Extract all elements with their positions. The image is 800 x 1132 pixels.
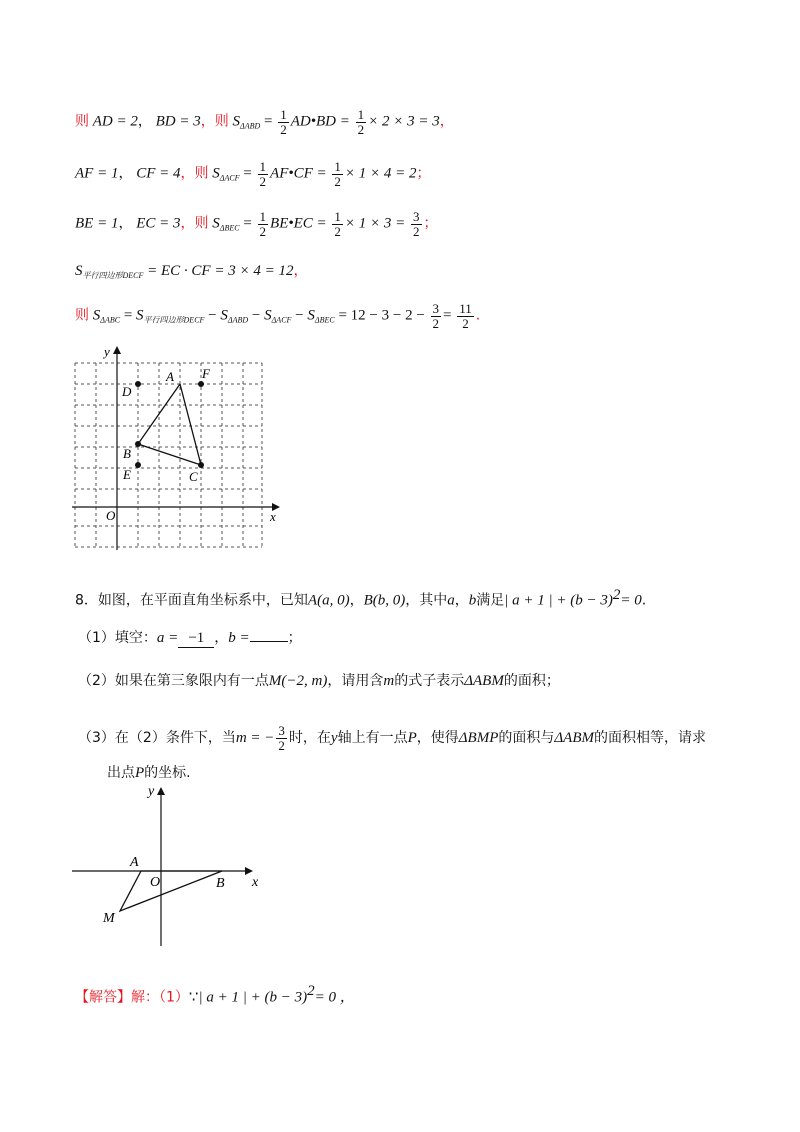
label-a: A <box>166 369 174 384</box>
label-a: A <box>130 855 139 870</box>
solution-line-4: $S_{平行四边形DECF}$ = EC · CF = 3 × 4 = 12， <box>75 263 308 280</box>
question-1: （1）填空：a = −1 ，b = ； <box>78 630 302 646</box>
x-axis-label: x <box>270 509 276 524</box>
fraction: $\frac{1}{2}$ <box>280 107 287 137</box>
answer-blank-a: −1 <box>178 630 214 648</box>
label-b: B <box>123 446 131 461</box>
grid-lines <box>75 363 262 547</box>
question-3: （3）在（2）条件下，当m = − $\frac{3}{2}$ 时，在y轴上有一点P，使得ΔBMP的面积与ΔABM的面积相等，请求 <box>78 723 706 753</box>
origin-label: O <box>106 508 116 523</box>
y-axis-label: y <box>148 784 155 799</box>
point-c <box>198 462 204 468</box>
x-axis-label: x <box>252 875 259 890</box>
question-2: （2）如果在第三象限内有一点M(−2, m)，请用含m的式子表示ΔABM的面积； <box>78 673 560 689</box>
label-c: C <box>189 469 198 484</box>
y-axis-label: y <box>104 344 110 359</box>
x-axis-arrow <box>245 867 253 875</box>
point-b <box>135 441 141 447</box>
label-e: E <box>123 467 131 482</box>
y-axis-arrow <box>157 787 165 795</box>
fraction: $\frac{3}{2}$ <box>413 209 420 239</box>
point-d <box>135 381 141 387</box>
solution-line-1: 则 AD = 2， BD = 3，则 $S_{\Delta ABD}$ = $\frac{1}{2}$ AD•BD = $\frac{1}{2}$ × 2 × 3 = 3， <box>75 107 454 137</box>
fraction: $\frac{1}{2}$ <box>259 209 267 239</box>
fraction: $\frac{1}{2}$ <box>334 159 341 189</box>
answer-tag: 【解答】解： <box>75 989 159 1006</box>
label-b: B <box>216 876 225 891</box>
label-m: M <box>103 911 115 926</box>
grid-triangle-figure <box>66 342 284 552</box>
triangle-abm <box>120 871 222 911</box>
fraction: $\frac{3}{2}$ <box>278 723 285 753</box>
question-3-line-2: 出点P的坐标. <box>107 765 191 781</box>
origin-label: O <box>150 875 161 890</box>
answer-line: 【解答】解：（1）∵| a + 1 | + $(b - 3)^2= 0$ ， <box>75 983 355 1006</box>
fraction: $\frac{3}{2}$ <box>432 301 440 331</box>
label-f: F <box>202 366 210 381</box>
triangle-abm-figure <box>66 778 276 948</box>
problem-8-stem: 8．如图，在平面直角坐标系中，已知A(a, 0)，B(b, 0)，其中a，b满足| a + 1 | + $(b - 3)^2= 0$. <box>75 587 647 609</box>
fraction: $\frac{11}{2}$ <box>459 301 472 331</box>
point-f <box>198 381 204 387</box>
solution-line-2: AF = 1， CF = 4，则 $S_{\Delta ACF}$ = $\frac{1}{2}$ AF•CF = $\frac{1}{2}$ × 1 × 4 = 2； <box>75 159 431 189</box>
fraction: $\frac{1}{2}$ <box>334 209 341 239</box>
label-d: D <box>122 384 132 399</box>
fraction: $\frac{1}{2}$ <box>357 107 365 137</box>
fraction: $\frac{1}{2}$ <box>259 159 267 189</box>
point-e <box>135 462 141 468</box>
y-axis-arrow <box>113 346 121 354</box>
triangle-abc <box>138 384 201 465</box>
solution-line-5: 则 $S_{\Delta ABC} = S_{平行四边形DECF} - S_{\Delta ABD} - S_{\Delta ACF} - S_{\Delta BEC} = 12 - 3 - 2$ − $\frac{3}{2}$ = $\frac{11}{2}$ . <box>75 301 481 331</box>
answer-blank-b <box>250 641 288 642</box>
solution-line-3: BE = 1， EC = 3，则 $S_{\Delta BEC}$ = $\frac{1}{2}$ BE•EC = $\frac{1}{2}$ × 1 × 3 = $\frac{3}{2}$ ； <box>75 209 438 239</box>
